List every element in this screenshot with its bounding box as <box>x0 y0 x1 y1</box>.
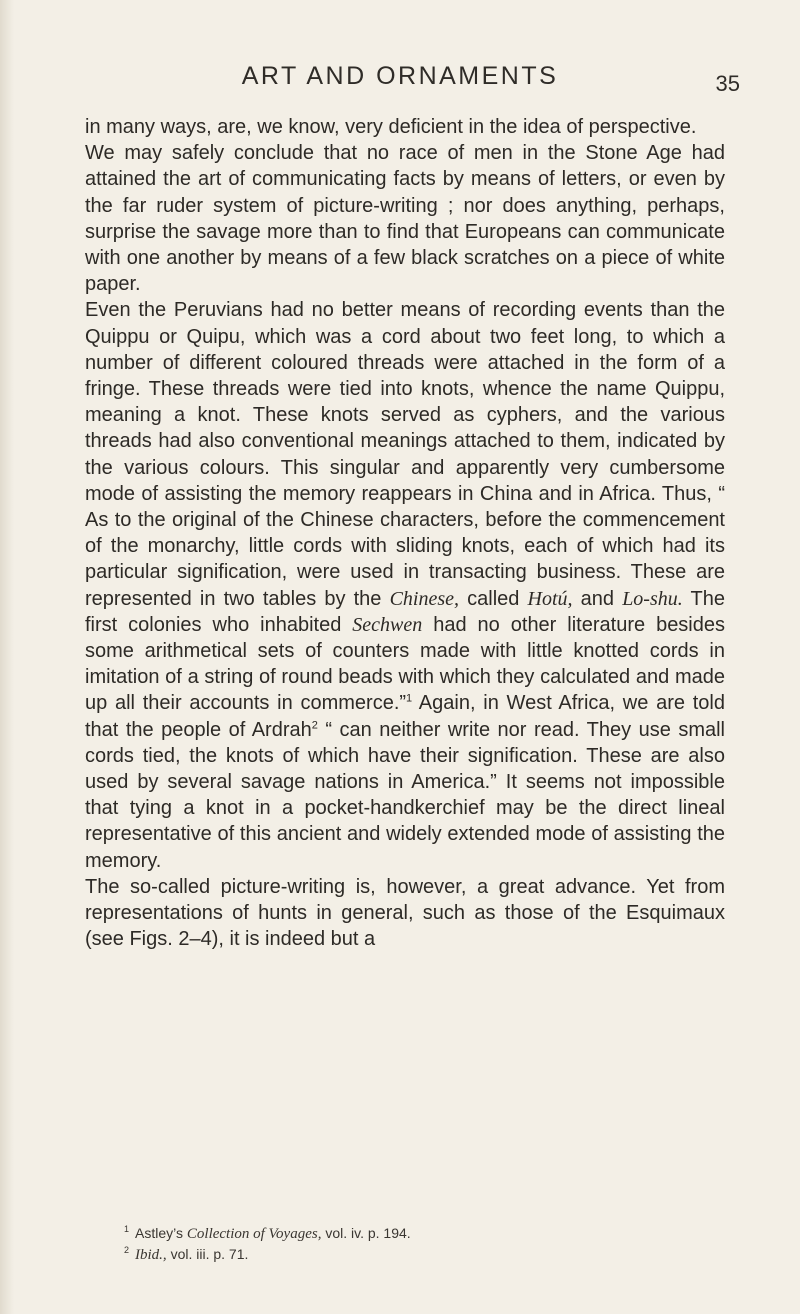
footnote-ref-2[interactable]: 2 <box>311 719 318 732</box>
italic-lo-shu: Lo-shu. <box>622 587 683 610</box>
footnote-1-pre: Astley’s <box>135 1225 187 1241</box>
page-number: 35 <box>715 71 740 96</box>
footnotes <box>124 1223 724 1265</box>
italic-hotu: Hotú, <box>527 587 573 610</box>
footnote-ref-1[interactable]: 1 <box>406 692 413 705</box>
footnote-1-title: Collection of Voyages, <box>186 1226 322 1242</box>
footnote-1-post: vol. iv. p. 194. <box>321 1225 411 1241</box>
paragraph-3-text-c: and <box>572 587 623 610</box>
paragraph-3 <box>85 297 725 873</box>
paragraph-3-text-f: Again, in West Africa, we are told that the people of Ardrah <box>85 692 725 741</box>
page-gutter-shadow <box>0 0 14 1314</box>
italic-sechwen: Sechwen <box>352 613 423 636</box>
paragraph-3-text-e: had no other literature besides some arithmetical sets of counters made with little knotted cords in imitation of a string of round beads with which they calculated and made up all their accounts in commerce.” <box>85 613 726 715</box>
running-title: ART AND ORNAMENTS <box>241 62 559 90</box>
italic-chinese: Chinese, <box>389 587 459 610</box>
paragraph-3-text-b: called <box>459 587 528 610</box>
paragraph-3-text-g: “ can neither write nor read. They use small cords tied, the knots of which have their signification. These are also used by several savage nations in America.” It seems not impossible that tying a knot in a pocket-handkerchief may be the direct lineal representative of this ancient and widely extended mode of assisting the memory. <box>85 718 725 872</box>
footnote-mark-1: 1 <box>124 1224 130 1235</box>
paragraph-4: The so-called picture-writing is, however, a great advance. Yet from representations of hunts in general, such as those of the Esquimaux (see Figs. 2–4), it is indeed but a <box>85 875 725 951</box>
footnote-2-title: Ibid., <box>135 1247 167 1263</box>
paragraph-3-text-a: Even the Peruvians had no better means of recording events than the Quippu or Quipu, which was a cord about two feet long, to which a number of different coloured threads were attached in the form of a fringe. These threads were tied into knots, whence the name Quippu, meaning a knot. These knots served as cyphers, and the various threads had also conventional meanings attached to them, indicated by the various colours. This singular and apparently very cumbersome mode of assisting the memory reappears in China and in Africa. Thus, “ As to the original of the Chinese characters, before the commencement of the monarchy, little cords with sliding knots, each of which had its particular signification, were used in transacting business. These are represented in two tables by the <box>85 299 725 610</box>
footnote-2 <box>124 1244 724 1265</box>
footnote-2-post: vol. iii. p. 71. <box>166 1246 249 1262</box>
paragraph-2: We may safely conclude that no race of men in the Stone Age had attained the art of communicating facts by means of letters, or even by the far ruder system of picture-writing ; nor does anything, perhaps, surprise the savage more than to find that Europeans can communicate with one another by means of a few black scratches on a piece of white paper. <box>85 142 725 296</box>
running-head <box>0 62 800 102</box>
paragraph-3-text-d: The first colonies who inhabited <box>85 587 726 636</box>
footnote-1 <box>124 1223 724 1244</box>
body-text <box>85 114 725 953</box>
paragraph-1: in many ways, are, we know, very deficient in the idea of perspective. <box>85 116 697 138</box>
footnote-mark-2: 2 <box>124 1245 130 1256</box>
